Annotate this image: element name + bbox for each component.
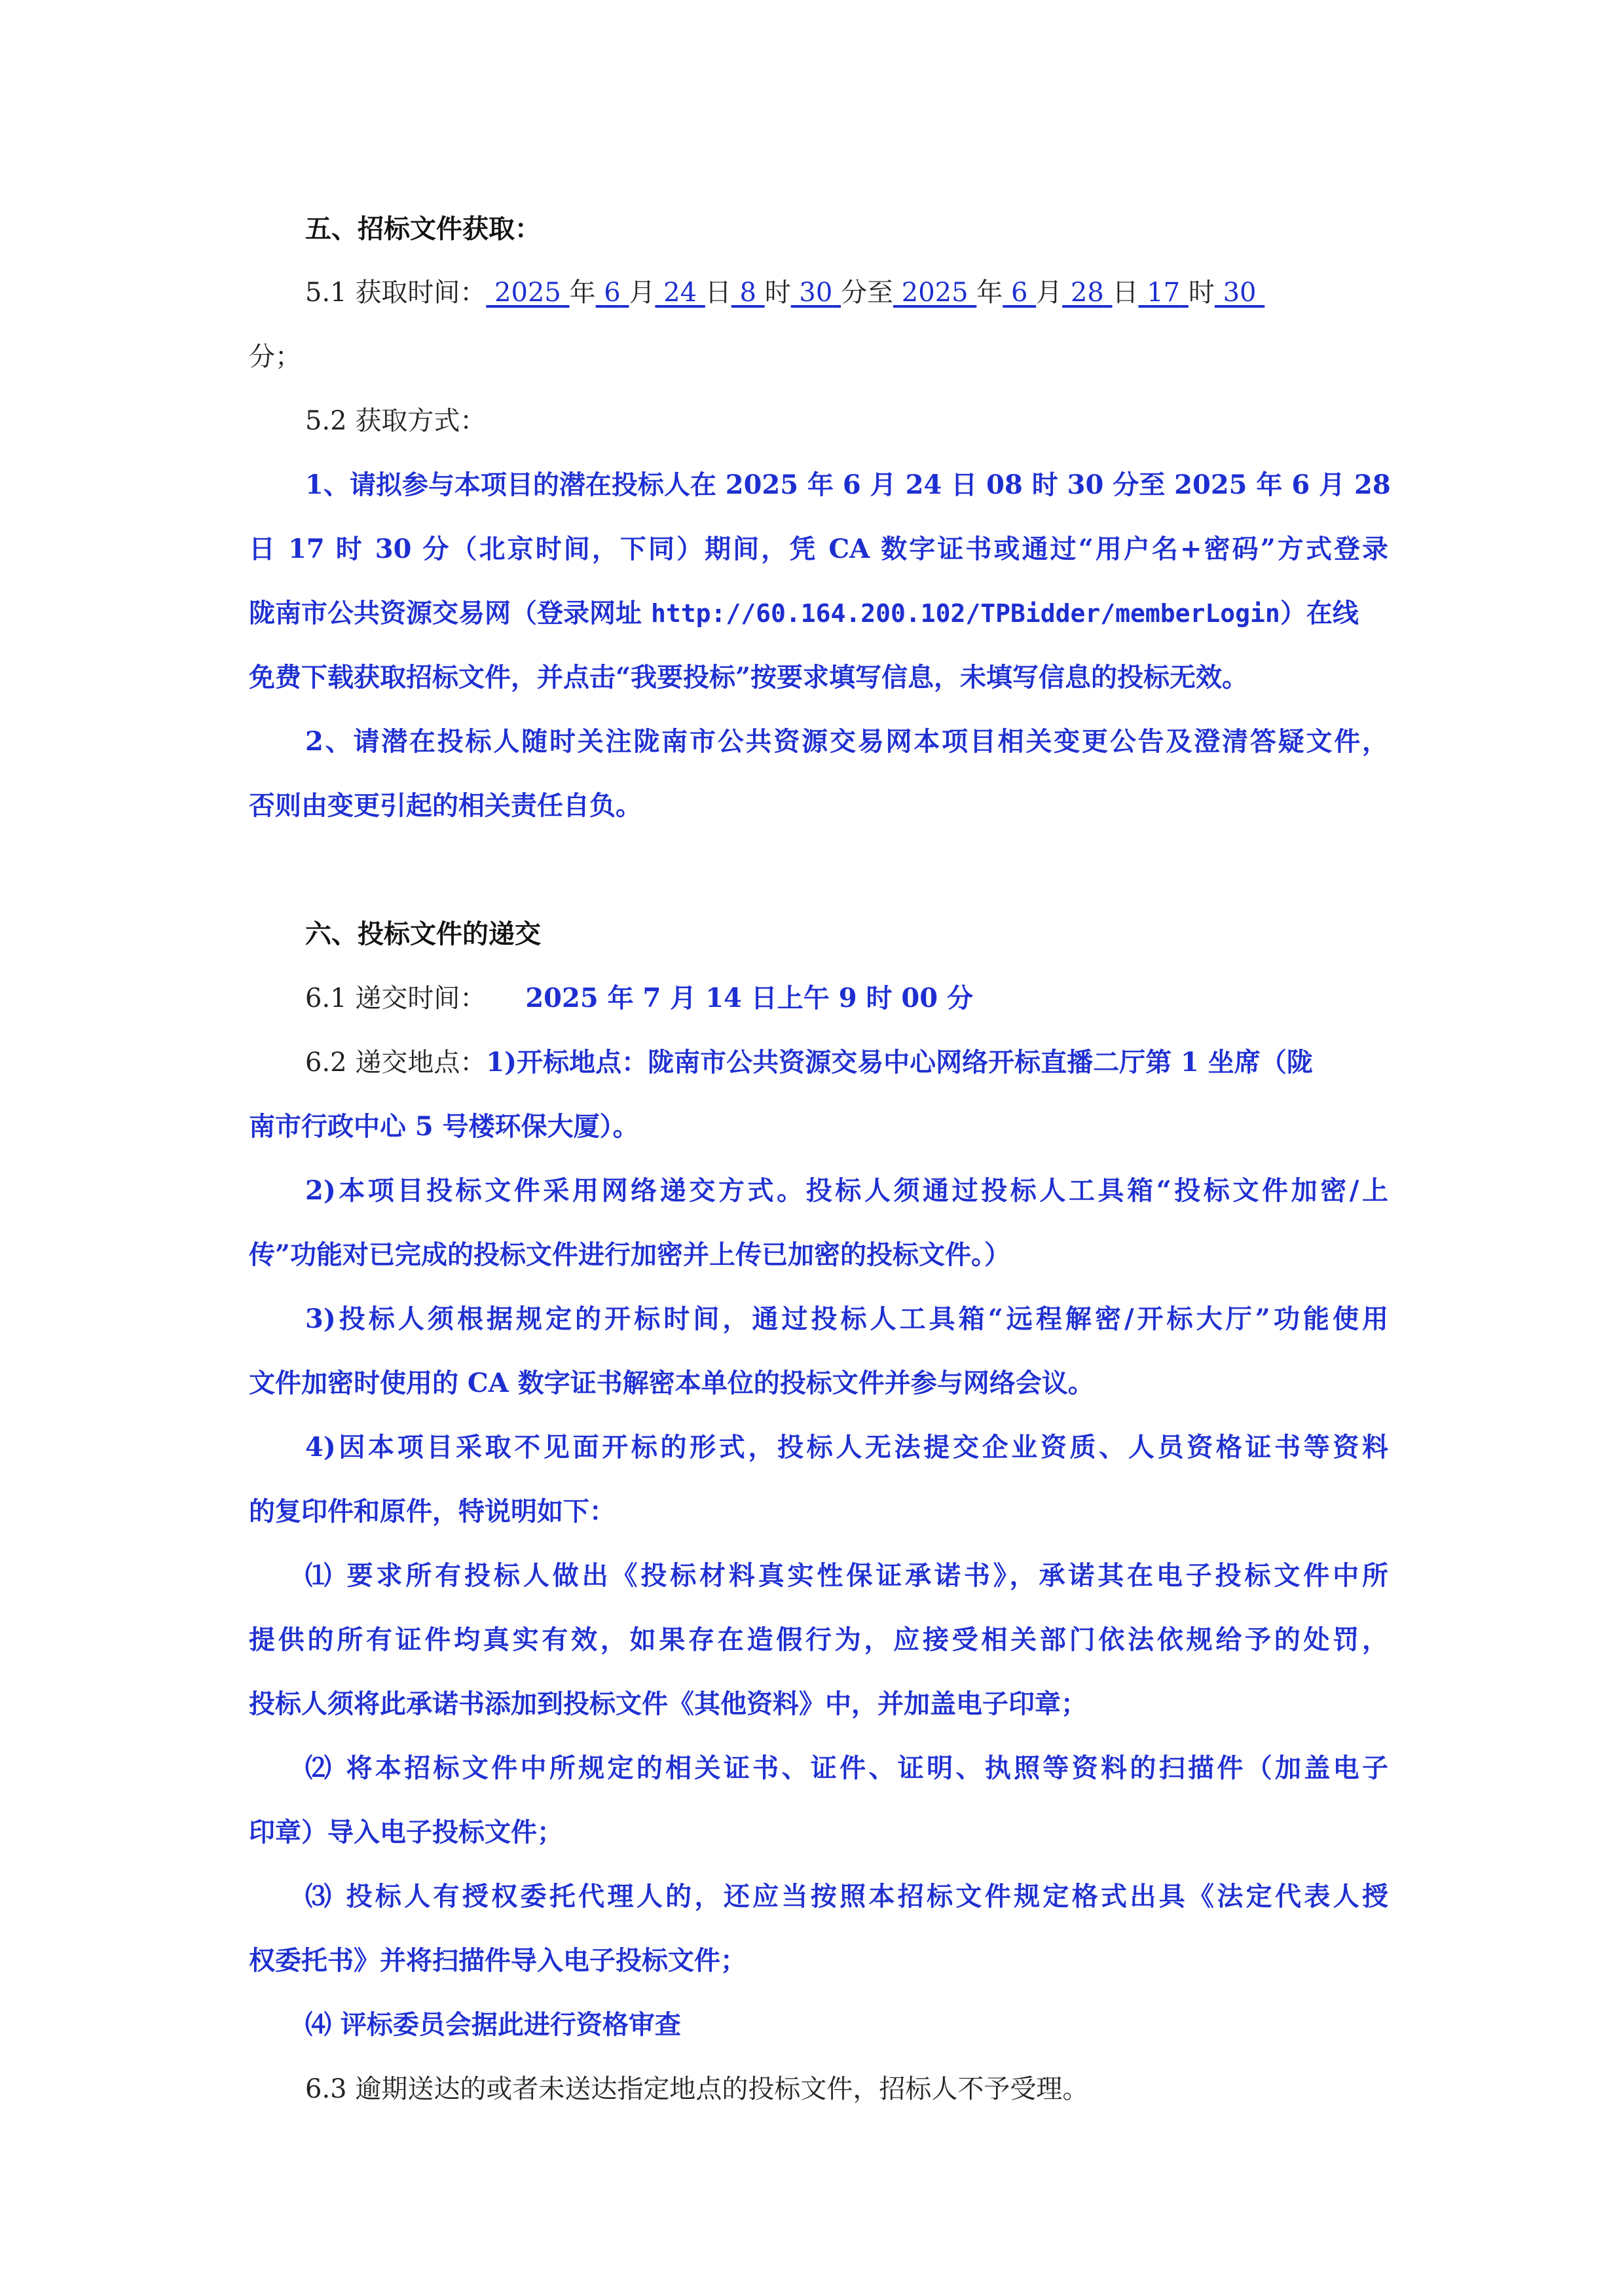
submit-place-line2: 南市行政中心 5 号楼环保大厦）。 bbox=[249, 1111, 639, 1142]
start-minute: 30 bbox=[799, 278, 833, 308]
acquire-p2-line1: 2、请潜在投标人随时关注陇南市公共资源交易网本项目相关变更公告及澄清答疑文件， bbox=[305, 726, 1388, 757]
end-hour: 17 bbox=[1147, 278, 1181, 308]
start-month: 6 bbox=[604, 278, 621, 308]
acquire-time-label: 5.1 获取时间： bbox=[305, 278, 487, 308]
acquire-method-label: 5.2 获取方式： bbox=[305, 406, 487, 436]
start-hour: 8 bbox=[739, 278, 756, 308]
submit-p2-line1: 2)本项目投标文件采用网络递交方式。投标人须通过投标人工具箱“投标文件加密/上 bbox=[305, 1175, 1388, 1206]
submit-place-value: 1)开标地点：陇南市公共资源交易中心网络开标直播二厅第 1 坐席（陇 bbox=[486, 1047, 1313, 1078]
item-2-line2: 印章）导入电子投标文件； bbox=[249, 1817, 563, 1848]
submit-p3-line2: 文件加密时使用的 CA 数字证书解密本单位的投标文件并参与网络会议。 bbox=[249, 1368, 1094, 1398]
item-4-line1: ⑷ 评标委员会据此进行资格审查 bbox=[305, 2009, 681, 2040]
item-1-line2: 提供的所有证件均真实有效，如果存在造假行为，应接受相关部门依法依规给予的处罚， bbox=[249, 1624, 1388, 1655]
submit-p4-line2: 的复印件和原件，特说明如下： bbox=[249, 1496, 616, 1527]
section-6-heading: 六、投标文件的递交 bbox=[305, 919, 541, 949]
item-1-line1: ⑴ 要求所有投标人做出《投标材料真实性保证承诺书》，承诺其在电子投标文件中所 bbox=[305, 1560, 1388, 1591]
submit-place-line1 bbox=[305, 1045, 1388, 1080]
start-year: 2025 bbox=[494, 278, 561, 308]
start-day: 24 bbox=[663, 278, 697, 308]
item-3-line2: 权委托书》并将扫描件导入电子投标文件； bbox=[249, 1945, 747, 1976]
submit-p4-line1: 4)因本项目采取不见面开标的形式，投标人无法提交企业资质、人员资格证书等资料 bbox=[305, 1432, 1388, 1463]
submit-time-value: 2025 年 7 月 14 日上午 9 时 00 分 bbox=[525, 983, 973, 1013]
end-year: 2025 bbox=[901, 278, 969, 308]
acquire-p1-line1: 1、请拟参与本项目的潜在投标人在 2025 年 6 月 24 日 08 时 30 分至 2025 年 6 月 28 bbox=[305, 469, 1391, 500]
acquire-time-end: 分； bbox=[249, 342, 301, 372]
acquire-p1-line4: 免费下载获取招标文件，并点击“我要投标”按要求填写信息，未填写信息的投标无效。 bbox=[249, 662, 1249, 693]
acquire-p1-line3: 陇南市公共资源交易网（登录网址 http://60.164.200.102/TPBidder/memberLogin）在线 bbox=[249, 598, 1359, 629]
acquire-p1-line2: 日 17 时 30 分（北京时间，下同）期间，凭 CA 数字证书或通过“用户名+密码”方式登录 bbox=[249, 534, 1388, 564]
end-minute: 30 bbox=[1223, 278, 1257, 308]
submit-place-label: 6.2 递交地点： bbox=[305, 1048, 487, 1078]
end-month: 6 bbox=[1010, 278, 1028, 308]
late-submission-note: 6.3 逾期送达的或者未送达指定地点的投标文件，招标人不予受理。 bbox=[305, 2074, 1089, 2104]
acquire-p2-line2: 否则由变更引起的相关责任自负。 bbox=[249, 790, 642, 821]
section-5-heading: 五、招标文件获取： bbox=[305, 213, 541, 244]
submit-time-line bbox=[305, 981, 1388, 1016]
item-1-line3: 投标人须将此承诺书添加到投标文件《其他资料》中，并加盖电子印章； bbox=[249, 1688, 1087, 1719]
login-url-link[interactable]: http://60.164.200.102/TPBidder/memberLogin bbox=[650, 599, 1280, 628]
acquire-time-line: 5.1 获取时间： 2025 年 6 月 24 日 8 时 30 分至 2025 年 6 月 28 日 17 时 30 bbox=[305, 275, 1388, 310]
submit-time-label: 6.1 递交时间： bbox=[305, 983, 487, 1013]
item-2-line1: ⑵ 将本招标文件中所规定的相关证书、证件、证明、执照等资料的扫描件（加盖电子 bbox=[305, 1753, 1388, 1783]
submit-p3-line1: 3)投标人须根据规定的开标时间，通过投标人工具箱“远程解密/开标大厅”功能使用 bbox=[305, 1303, 1388, 1334]
item-3-line1: ⑶ 投标人有授权委托代理人的，还应当按照本招标文件规定格式出具《法定代表人授 bbox=[305, 1881, 1388, 1912]
submit-p2-line2: 传”功能对已完成的投标文件进行加密并上传已加密的投标文件。） bbox=[249, 1239, 1011, 1270]
end-day: 28 bbox=[1070, 278, 1104, 308]
